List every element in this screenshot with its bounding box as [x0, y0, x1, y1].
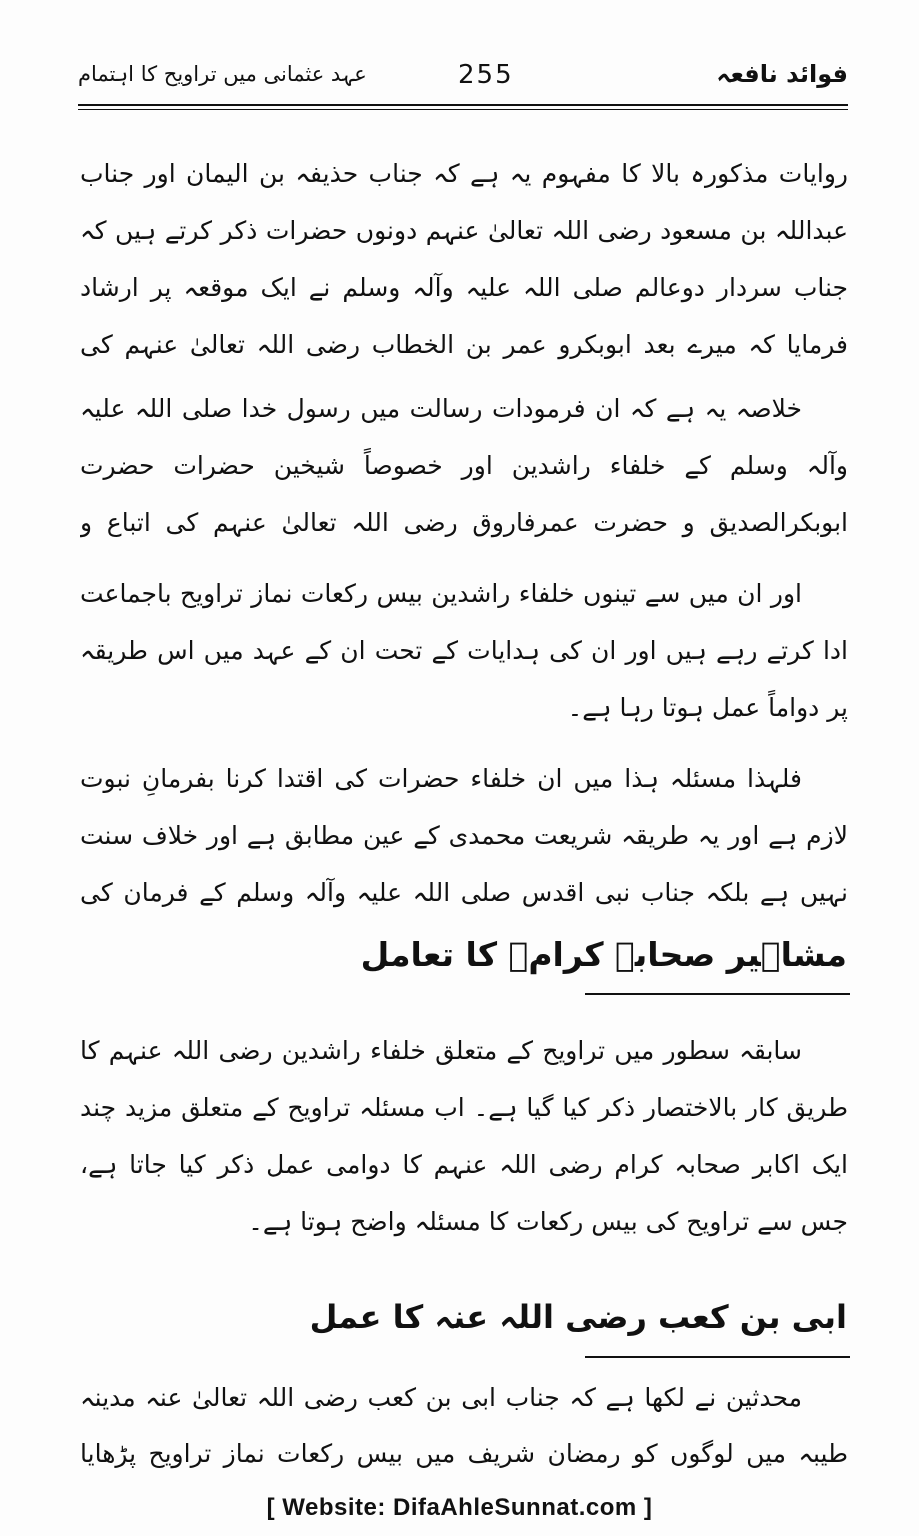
paragraph-text: فلہذا مسئلہ ہذا میں ان خلفاء حضرات کی اقتدا کرنا بفرمانِ نبوت لازم ہے اور یہ طریقہ شریعت محمدی کے عین مطابق ہے اور خلاف سنت نہیں ہے بلکہ جناب نبی اقدس صلی اللہ علیہ وآلہ وسلم کے فرمان کی	[80, 764, 848, 907]
paragraph-6	[80, 1370, 848, 1488]
paragraph-4	[80, 750, 848, 928]
chapter-title: عہد عثمانی میں تراویح کا اہتمام	[78, 62, 367, 86]
page-header	[78, 58, 848, 98]
paragraph-text: روایات مذکورہ بالا کا مفہوم یہ ہے کہ جناب حذیفہ بن الیمان اور جناب عبداللہ بن مسعود رضی اللہ تعالیٰ عنہم دونوں حضرات ذکر کرتے ہیں کہ جناب سردار دوعالم صلی اللہ علیہ وآلہ وسلم نے ایک موقعہ پر ارشاد فرمایا کہ میرے بعد ابوبکرو عمر بن الخطاب رضی اللہ تعالیٰ عنہم کی	[80, 159, 848, 359]
header-divider-thin	[78, 109, 848, 110]
paragraph-3	[80, 565, 848, 743]
paragraph-5	[80, 1022, 848, 1254]
paragraph-text: محدثین نے لکھا ہے کہ جناب ابی بن کعب رضی اللہ تعالیٰ عنہ مدینہ طیبہ میں لوگوں کو رمضان شریف میں بیس رکعات نماز تراویح پڑھایا	[80, 1383, 848, 1468]
section-heading-sahaba: مشاہیر صحابہ کرامؓ کا تعامل	[360, 935, 847, 974]
paragraph-text: سابقہ سطور میں تراویح کے متعلق خلفاء راشدین رضی اللہ عنہم کا طریق کار بالاختصار ذکر کیا گیا ہے۔ اب مسئلہ تراویح کے متعلق مزید چند ایک اکابر صحابہ کرام رضی اللہ عنہم کا دوامی عمل ذکر کیا جاتا ہے، جس سے تراویح کی بیس رکعات کا مسئلہ واضح ہوتا ہے۔	[80, 1036, 848, 1236]
paragraph-2	[80, 380, 848, 558]
paragraph-text: خلاصہ یہ ہے کہ ان فرمودات رسالت میں رسول خدا صلی اللہ علیہ وآلہ وسلم کے خلفاء راشدین اور خصوصاً شیخین حضرات حضرت ابوبکرالصدیق و حضرت عمرفاروق رضی اللہ تعالیٰ عنہم کی اتباع و	[80, 394, 848, 537]
heading-underline	[585, 993, 850, 995]
page-number: 255	[458, 60, 514, 90]
heading-underline	[585, 1356, 850, 1358]
website-footer: [ Website: DifaAhleSunnat.com ]	[266, 1494, 653, 1521]
paragraph-text: اور ان میں سے تینوں خلفاء راشدین بیس رکعات نماز تراویح باجماعت ادا کرتے رہے ہیں اور ان کی ہدایات کے تحت ان کے عہد میں اس طریقہ پر دواماً عمل ہوتا رہا ہے۔	[80, 579, 848, 722]
section-heading-ubay: ابی بن کعب رضی اللہ عنہ کا عمل	[309, 1298, 847, 1336]
paragraph-1	[80, 145, 848, 381]
book-title: فوائد نافعہ	[716, 60, 848, 88]
header-divider	[78, 104, 848, 106]
